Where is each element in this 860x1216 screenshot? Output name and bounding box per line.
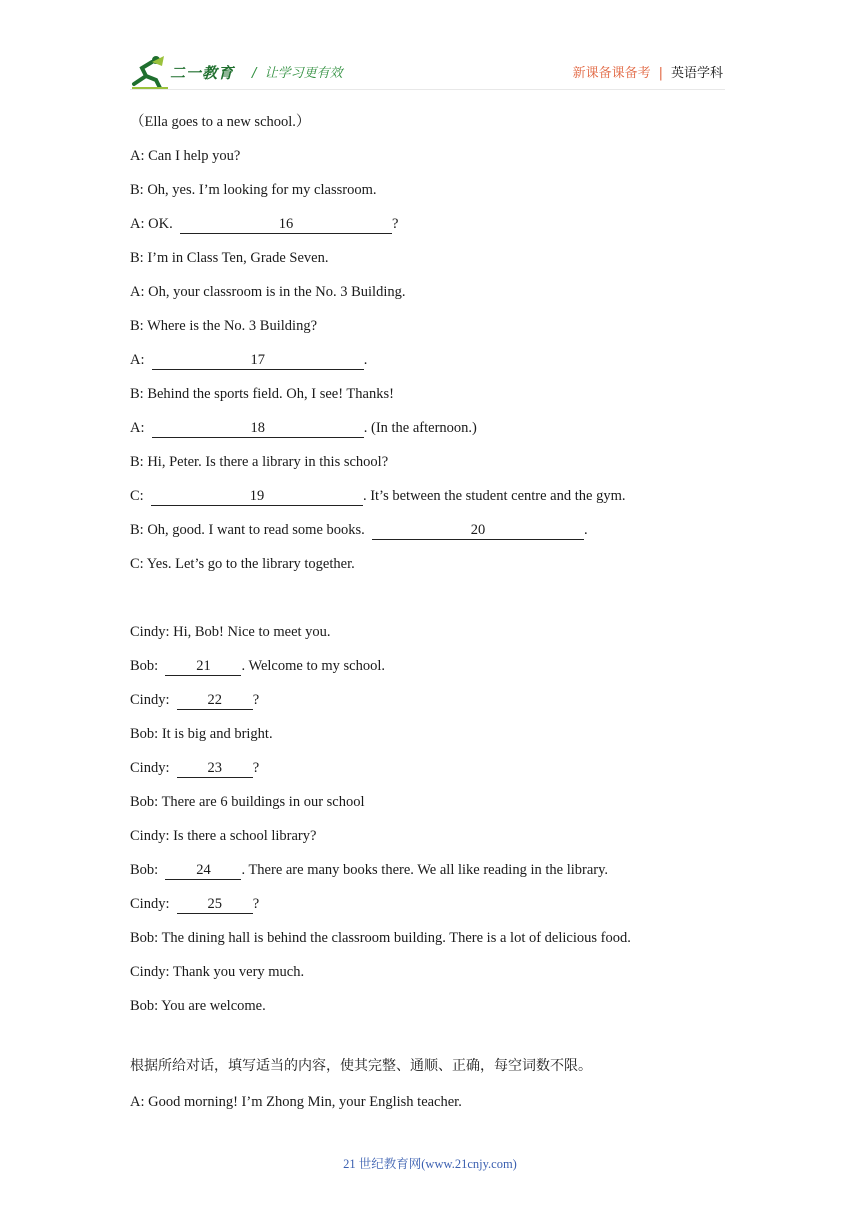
dialogue-line: Bob: You are welcome. <box>130 998 266 1014</box>
dialogue-line: Cindy: Thank you very much. <box>130 964 305 980</box>
logo <box>130 54 242 90</box>
dialogue-line: Cindy: 22 ? <box>130 692 260 708</box>
header-divider <box>130 89 725 90</box>
header-subject <box>573 62 723 81</box>
dialogue-line: B: Behind the sports field. Oh, I see! Thanks! <box>130 386 394 402</box>
dialogue-line: Cindy: 25 ? <box>130 896 260 912</box>
dialogue-line: Bob: There are 6 buildings in our school <box>130 794 365 810</box>
blank-17[interactable]: 17 <box>152 352 364 370</box>
runner-logo-icon <box>130 54 170 90</box>
slogan: / 让学习更有效 <box>252 66 343 81</box>
page-footer: 21 世纪教育网(www.21cnjy.com) <box>343 1157 517 1171</box>
blank-24[interactable]: 24 <box>165 862 241 880</box>
dialogue-line: Bob: The dining hall is behind the classroom building. There is a lot of delicious food. <box>130 930 631 946</box>
dialogue-intro: （Ella goes to a new school.） <box>130 114 311 130</box>
dialogue-line: A: 17 . <box>130 352 368 368</box>
header-separator: | <box>658 66 663 81</box>
dialogue-line: Cindy: Is there a school library? <box>130 828 317 844</box>
dialogue-line: A: Oh, your classroom is in the No. 3 Building. <box>130 284 406 300</box>
blank-23[interactable]: 23 <box>177 760 253 778</box>
instruction-text: 根据所给对话，填写适当的内容，使其完整、通顺、正确，每空词数不限。 <box>130 1058 592 1074</box>
blank-18[interactable]: 18 <box>152 420 364 438</box>
blank-25[interactable]: 25 <box>177 896 253 914</box>
dialogue-line: C: 19 . It’s between the student centre and the gym. <box>130 488 626 504</box>
dialogue-line: A: OK. 16 ? <box>130 216 399 232</box>
page-header <box>0 0 860 100</box>
header-subject-name: 英语学科 <box>670 66 723 81</box>
dialogue-line: B: Oh, yes. I’m looking for my classroom. <box>130 182 377 198</box>
dialogue-line: Cindy: 23 ? <box>130 760 260 776</box>
dialogue-line: A: Can I help you? <box>130 148 241 164</box>
dialogue-line: Bob: 24 . There are many books there. We all like reading in the library. <box>130 862 609 878</box>
dialogue-line: Bob: 21 . Welcome to my school. <box>130 658 385 674</box>
logo-text: 二一教育 <box>170 64 235 82</box>
blank-20[interactable]: 20 <box>372 522 584 540</box>
blank-21[interactable]: 21 <box>165 658 241 676</box>
dialogue-line: B: Hi, Peter. Is there a library in this school? <box>130 454 389 470</box>
dialogue-line: B: I’m in Class Ten, Grade Seven. <box>130 250 329 266</box>
dialogue-line: B: Where is the No. 3 Building? <box>130 318 317 334</box>
blank-22[interactable]: 22 <box>177 692 253 710</box>
dialogue-line: C: Yes. Let’s go to the library together. <box>130 556 355 572</box>
blank-16[interactable]: 16 <box>180 216 392 234</box>
dialogue-line: Bob: It is big and bright. <box>130 726 273 742</box>
blank-19[interactable]: 19 <box>151 488 363 506</box>
dialogue-line: B: Oh, good. I want to read some books. 20 . <box>130 522 588 538</box>
header-tagline: 新课备课备考 <box>572 66 651 81</box>
dialogue-line: Cindy: Hi, Bob! Nice to meet you. <box>130 624 331 640</box>
dialogue-line: A: 18 . (In the afternoon.) <box>130 420 477 436</box>
dialogue-line: A: Good morning! I’m Zhong Min, your English teacher. <box>130 1094 462 1110</box>
